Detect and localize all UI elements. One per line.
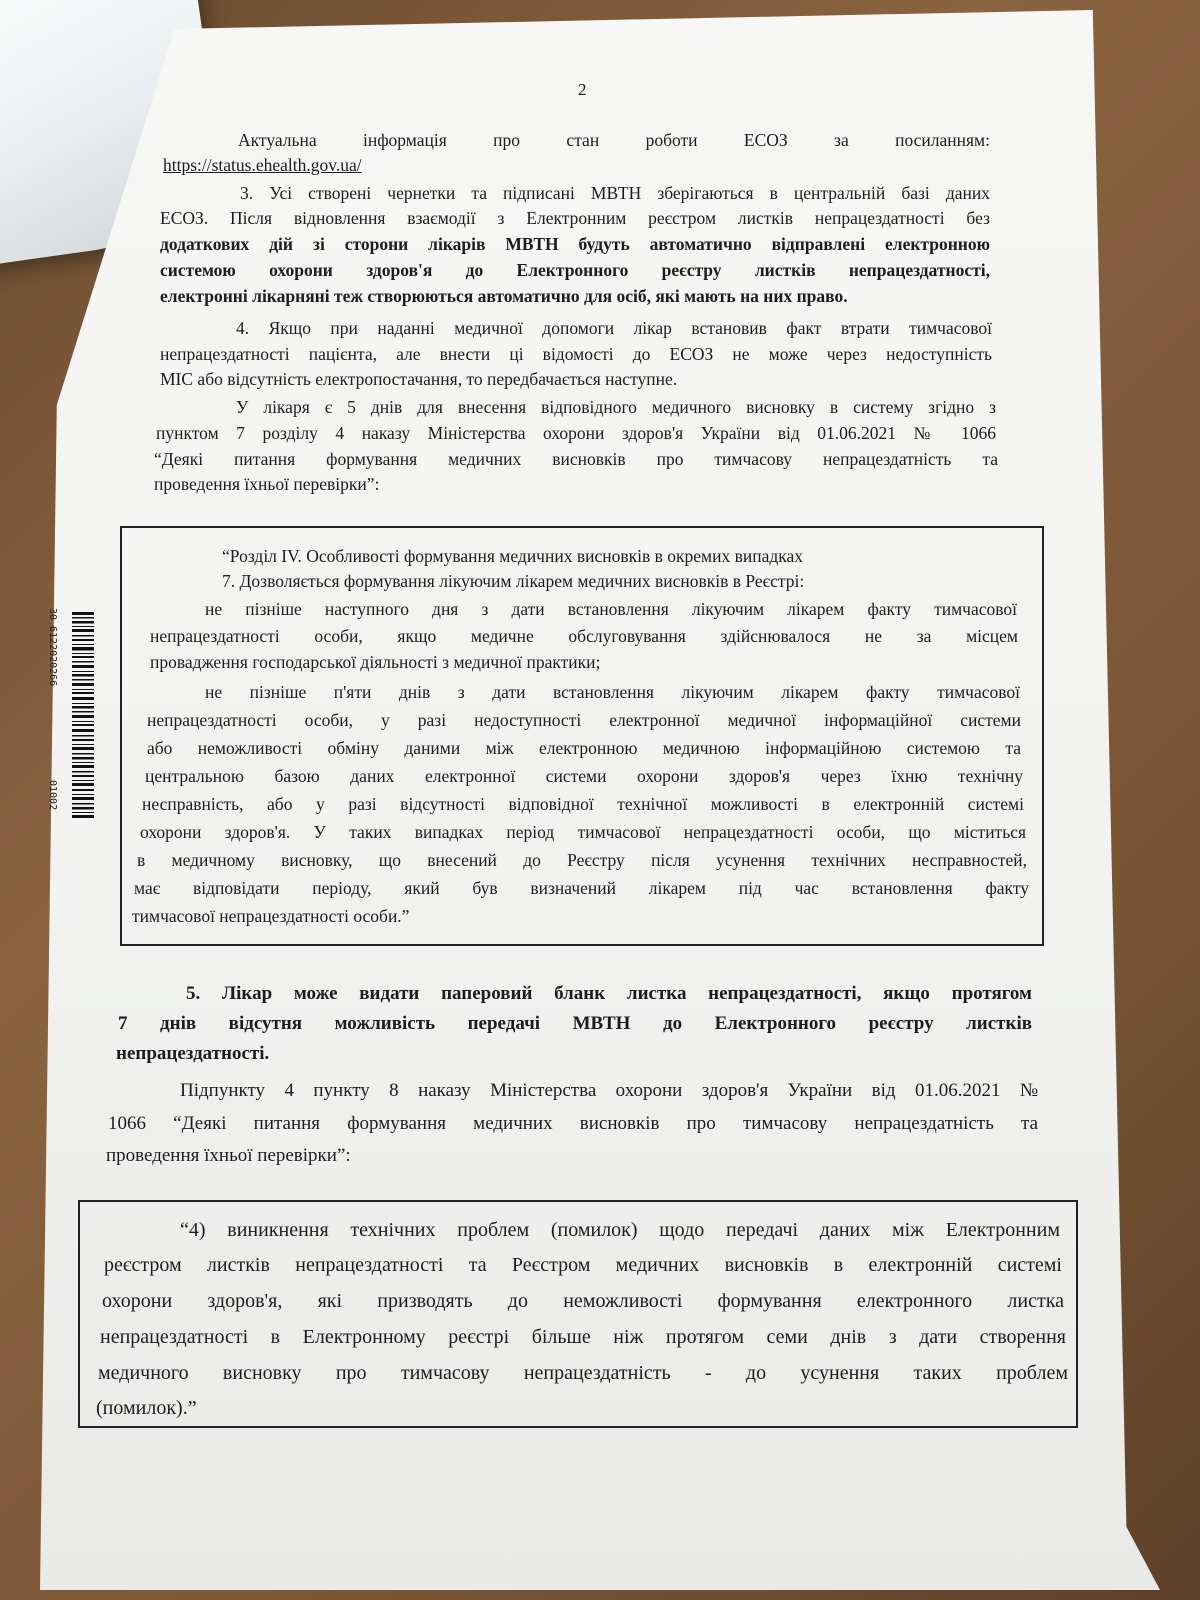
subpoint-4-line: проведення їхньої перевірки”: (106, 1145, 351, 1166)
five-days-line: У лікаря є 5 днів для внесення відповідного медичного висновку в систему згідно з (236, 397, 996, 417)
item-4-line: МІС або відсутність електропостачання, то передбачається наступне. (160, 369, 678, 389)
barcode (58, 612, 98, 822)
five-days-line: пунктом 7 розділу 4 наказу Міністерства охорони здоров'я України від 01.06.2021 № 1066 (156, 423, 996, 443)
quote-line: непрацездатності в Електронному реєстрі більше ніж протягом семи днів з дати створення (100, 1326, 1066, 1348)
quote-line: не пізніше п'яти днів з дати встановлення лікуючим лікарем факту тимчасової (205, 682, 1020, 702)
item-3-line: електронні лікарняні теж створюються автоматично для осіб, які мають на них право. (160, 286, 848, 306)
quote-line: медичного висновку про тимчасову непрацездатність - до усунення таких проблем (98, 1362, 1068, 1384)
quote-line: “4) виникнення технічних проблем (помилок) щодо передачі даних між Електронним (180, 1219, 1060, 1241)
item-5-line: 7 днів відсутня можливість передачі МВТН до Електронного реєстру листків (118, 1013, 1032, 1034)
quote-line: тимчасової непрацездатності особи.” (132, 906, 410, 926)
item-3-line: 3. Усі створені чернетки та підписані МВТН зберігаються в центральній базі даних (240, 183, 990, 203)
status-link[interactable]: https://status.ehealth.gov.ua/ (163, 155, 362, 175)
quote-line: охорони здоров'я, які призводять до неможливості формування електронного листка (102, 1290, 1064, 1312)
quote-line: непрацездатності особи, якщо медичне обслуговування здійснювалося не за місцем (150, 626, 1018, 646)
quote-line: центральною базою даних електронної системи охорони здоров'я через їхню технічну (145, 766, 1023, 786)
item-3-line: системою охорони здоров'я до Електронного реєстру листків непрацездатності, (160, 260, 990, 280)
item-4-line: 4. Якщо при наданні медичної допомоги лікар встановив факт втрати тимчасової (236, 318, 992, 338)
item-3-line: ЕСОЗ. Після відновлення взаємодії з Електронним реєстром листків непрацездатності без (160, 208, 990, 228)
barcode-number-bottom: 01002 (47, 780, 58, 811)
subpoint-4-line: Підпункту 4 пункту 8 наказу Міністерства охорони здоров'я України від 01.06.2021 № (180, 1080, 1038, 1101)
five-days-line: “Деякі питання формування медичних висновків про тимчасову непрацездатність та (154, 449, 998, 469)
quote-line: не пізніше наступного дня з дати встановлення лікуючим лікарем факту тимчасової (205, 599, 1017, 619)
item-5-line: непрацездатності. (116, 1043, 270, 1064)
quote-line: або неможливості обміну даними між електронною медичною інформаційною системою та (147, 738, 1021, 758)
quote-line: несправність, або у разі відсутності відповідної технічної можливості в електронній системі (142, 794, 1024, 814)
page-number: 2 (578, 80, 587, 99)
barcode-number-mid: 6122020266 (47, 626, 58, 687)
quote-line: провадження господарської діяльності з медичної практики; (150, 652, 601, 672)
status-info-text: Актуальна інформація про стан роботи ЕСОЗ за посиланням: (238, 130, 990, 150)
subpoint-4-line: 1066 “Деякі питання формування медичних висновків про тимчасову непрацездатність та (108, 1113, 1038, 1134)
quote-line: 7. Дозволяється формування лікуючим лікарем медичних висновків в Реєстрі: (222, 571, 805, 591)
barcode-number-top: 30 (47, 608, 58, 621)
five-days-line: проведення їхньої перевірки”: (154, 474, 380, 494)
quote-line: реєстром листків непрацездатності та Реєстром медичних висновків в електронній системі (104, 1254, 1062, 1276)
quote-line: має відповідати періоду, який був визначений лікарем під час встановлення факту (134, 878, 1029, 898)
item-3-line: додаткових дій зі сторони лікарів МВТН будуть автоматично відправлені електронною (160, 234, 990, 254)
quote-line: (помилок).” (96, 1397, 197, 1419)
quote-line: непрацездатності особи, у разі недоступності електронної медичної інформаційної системи (147, 710, 1021, 730)
quote-line: “Розділ IV. Особливості формування медичних висновків в окремих випадках (222, 546, 804, 566)
item-4-line: непрацездатності пацієнта, але внести ці відомості до ЕСОЗ не може через недоступність (160, 344, 992, 364)
item-5-line: 5. Лікар може видати паперовий бланк листка непрацездатності, якщо протягом (186, 983, 1032, 1004)
quote-line: в медичному висновку, що внесений до Реєстру після усунення технічних несправностей, (137, 850, 1027, 870)
quote-line: охорони здоров'я. У таких випадках період тимчасової непрацездатності особи, що міститься (140, 822, 1026, 842)
